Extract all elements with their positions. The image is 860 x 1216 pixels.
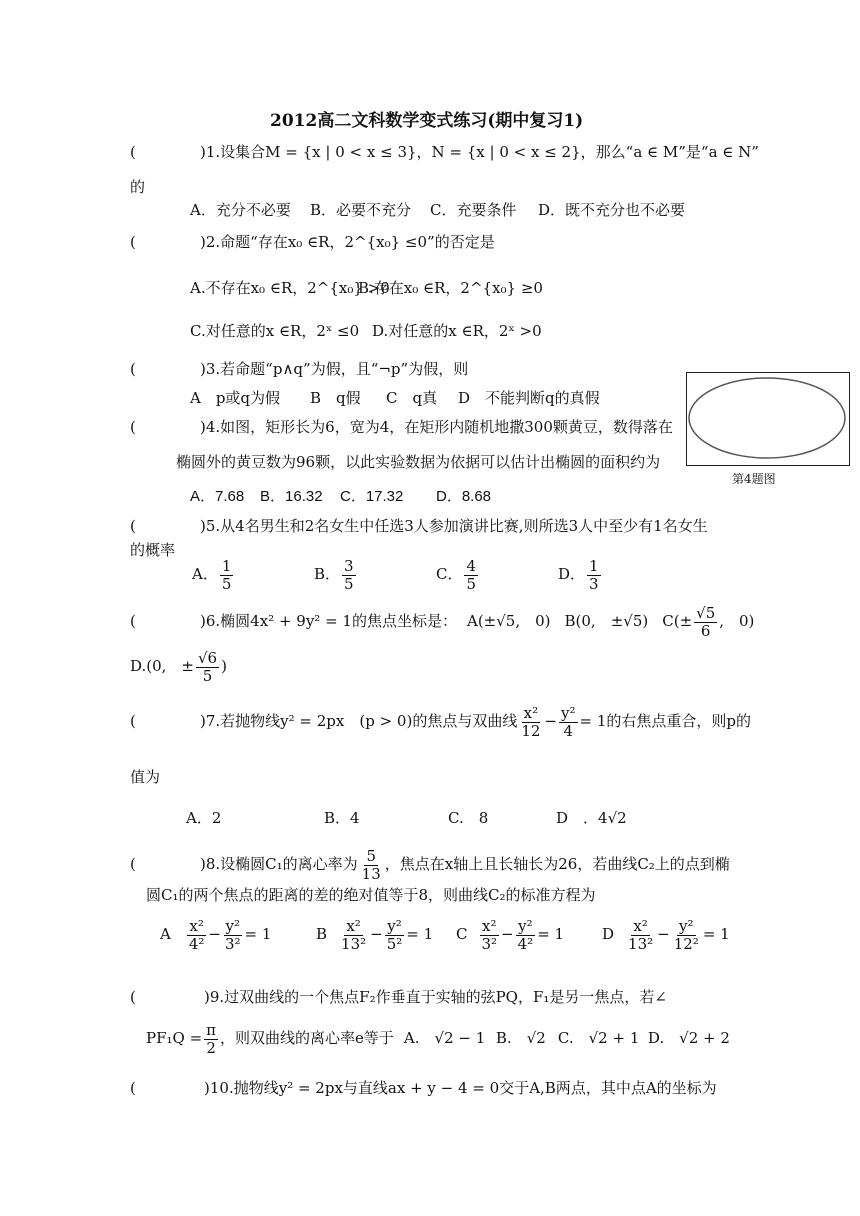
fraction [479, 918, 499, 952]
question-9 [130, 986, 667, 1007]
q8-option-c[interactable]: C $\frac{\text{x²}}{\text{3²}}$ − $\frac{\text{y²}}{\text{4²}}$ = 1 [456, 917, 565, 953]
q8-stem-end: ，焦点在x轴上且长轴长为26，若曲线C₂上的点到椭 [384, 855, 730, 873]
q1-options [190, 199, 685, 220]
q10-stem: 10.抛物线y² = 2px与直线ax + y − 4 = 0交于A,B两点，其中点A的坐标为 [209, 1079, 717, 1097]
fraction [559, 705, 578, 739]
paren-close: ) [204, 988, 210, 1006]
q5-option-d[interactable] [558, 558, 603, 592]
q5-option-b[interactable] [314, 558, 436, 592]
denominator: 2 [206, 1038, 216, 1057]
q2-options-ab [190, 277, 543, 298]
numerator: x² [523, 704, 539, 722]
denominator: 4² [188, 934, 205, 953]
denominator: 5 [466, 574, 477, 593]
question-10 [130, 1077, 717, 1098]
option-text: D.(0, ± [130, 657, 194, 675]
numerator: x² [346, 917, 361, 935]
option-label: D． [558, 565, 586, 583]
q8-option-a[interactable]: A $\frac{\text{x²}}{\text{4²}}$ − $\frac{\text{y²}}{\text{3²}}$ = 1 [160, 917, 272, 953]
q5-stem: 5.从4名男生和2名女生中任选3人参加演讲比赛,则所选3人中至少有1名女生 [205, 517, 708, 535]
numerator: √6 [198, 649, 218, 667]
q9-angle: PF₁Q = [146, 1029, 203, 1047]
q5-option-a[interactable] [192, 558, 314, 592]
paren-close: ) [200, 143, 206, 161]
q2-option-b[interactable]: B.存在x₀ ∈R，2^{x₀} ≥0 [358, 279, 543, 297]
q7-option-a[interactable]: A．2 [186, 809, 222, 827]
denominator: 12² [673, 934, 699, 953]
denominator: 3 [589, 574, 599, 593]
denominator: 4² [517, 934, 534, 953]
denominator: 4 [563, 721, 574, 740]
paren-close: ) [200, 612, 206, 630]
equals-one: = 1 [702, 925, 730, 943]
question-4 [130, 416, 673, 437]
ellipse-icon [687, 373, 848, 464]
numerator: x² [482, 917, 497, 935]
option-label: D [602, 925, 615, 943]
answer-paren[interactable]: ( [130, 418, 136, 436]
q8-option-d[interactable]: D $\frac{\text{x²}}{\text{13²}}$ − $\frac{\text{y²}}{\text{12²}}$ = 1 [602, 917, 730, 953]
paren-close: ) [200, 855, 206, 873]
q1-option-a[interactable]: A．充分不必要 [190, 201, 291, 219]
q9-line2 [146, 1022, 730, 1056]
numerator: y² [561, 704, 576, 722]
q9-stem-end: ，则双曲线的离心率e等于 [220, 1029, 394, 1047]
numerator: x² [189, 917, 204, 935]
equals-one: = 1 [537, 925, 565, 943]
q4-stem-cont: 椭圆外的黄豆数为96颗，以此实验数据为依据可以估计出椭圆的面积约为 [176, 453, 661, 471]
q3-option-a[interactable]: A p或q为假 [190, 389, 281, 407]
numerator: 5 [366, 847, 376, 865]
q5-options [192, 558, 603, 592]
denominator: 3² [481, 934, 498, 953]
option-label: C． [436, 565, 463, 583]
page-title: 2012高二文科数学变式练习(期中复习1) [270, 111, 584, 131]
q3-option-c[interactable]: C q真 [386, 389, 438, 407]
numerator: y² [679, 917, 694, 935]
question-3 [130, 358, 468, 379]
numerator: x² [633, 917, 648, 935]
q2-option-d[interactable]: D.对任意的x ∈R，2ˣ >0 [372, 322, 542, 340]
numerator: 4 [466, 557, 477, 575]
question-7 [130, 705, 751, 739]
denominator: 3² [224, 934, 241, 953]
q8-option-b[interactable]: B $\frac{\text{x²}}{\text{13²}}$ − $\frac{\text{y²}}{\text{5²}}$ = 1 [316, 917, 434, 953]
q7-options [186, 807, 627, 828]
q6-option-a[interactable]: A(±√5, 0) [466, 612, 551, 630]
denominator: 5 [202, 666, 213, 685]
q7-stem: 7.若抛物线y² = 2px (p > 0)的焦点与双曲线 [205, 712, 518, 730]
numerator: √5 [696, 604, 716, 622]
denominator: 13² [341, 934, 367, 953]
question-1 [130, 141, 759, 162]
q6-option-b[interactable]: B(0, ±√5) [564, 612, 649, 630]
paren-close: ) [200, 233, 206, 251]
option-label: B． [314, 565, 341, 583]
q1-option-d[interactable]: D．既不充分也不必要 [538, 201, 686, 219]
answer-paren[interactable]: ( [130, 517, 136, 535]
numerator: 3 [344, 557, 354, 575]
option-label: A． [192, 565, 218, 583]
fraction [196, 650, 219, 684]
option-label: B [316, 925, 328, 943]
q6-option-d[interactable] [130, 650, 227, 684]
q9-option-b[interactable]: B. √2 [495, 1029, 546, 1047]
q7-stem-cont: 值为 [130, 768, 161, 786]
q7-option-b[interactable]: B．4 [324, 809, 360, 827]
minus-sign: − [544, 712, 557, 730]
denominator: 6 [700, 621, 711, 640]
fraction [516, 918, 536, 952]
fraction [694, 605, 717, 639]
q4-option-c[interactable]: C．17.32 [340, 488, 404, 505]
fraction [220, 558, 234, 592]
fraction [204, 1022, 218, 1056]
denominator: 12 [521, 721, 541, 740]
q1-option-b[interactable]: B．必要不充分 [310, 201, 412, 219]
q4-options [190, 485, 491, 506]
q3-option-d[interactable]: D 不能判断q的真假 [458, 389, 600, 407]
q4-option-b[interactable]: B．16.32 [260, 488, 323, 505]
q7-stem-end: = 1的右焦点重合，则p的 [579, 712, 751, 730]
answer-paren[interactable]: ( [130, 612, 136, 630]
answer-paren[interactable]: ( [130, 855, 136, 873]
q6-stem: 6.椭圆4x² + 9y² = 1的焦点坐标是： [205, 612, 457, 630]
q7-option-c[interactable]: C. 8 [448, 809, 489, 827]
q2-option-c[interactable]: C.对任意的x ∈R，2ˣ ≤0 [190, 322, 360, 340]
fraction [626, 918, 655, 952]
fraction [187, 918, 207, 952]
paren-close: ) [200, 712, 206, 730]
question-6 [130, 605, 754, 639]
q1-option-c[interactable]: C．充要条件 [430, 201, 517, 219]
q9-option-d[interactable]: D. √2 + 2 [647, 1029, 730, 1047]
figure-caption: 第4题图 [732, 472, 776, 486]
q5-option-c[interactable] [436, 558, 558, 592]
answer-paren[interactable]: ( [130, 143, 136, 161]
denominator: 13² [628, 934, 654, 953]
q3-options [190, 387, 600, 408]
paren-close: ) [200, 360, 206, 378]
numerator: y² [387, 917, 402, 935]
q1-stem: 1.设集合M = {x | 0 < x ≤ 3}，N = {x | 0 < x ≤ 2}，那么“a ∈ M”是“a ∈ N” [205, 143, 759, 161]
q6-option-c[interactable] [662, 605, 754, 639]
numerator: y² [225, 917, 241, 935]
denominator: 5² [386, 934, 403, 953]
numerator: π [206, 1021, 217, 1039]
q4-option-a[interactable]: A．7.68 [190, 488, 245, 505]
option-label: A [160, 925, 171, 943]
numerator: 1 [221, 557, 232, 575]
numerator: 1 [589, 557, 599, 575]
equals-one: = 1 [244, 925, 272, 943]
answer-paren[interactable]: ( [130, 1079, 136, 1097]
q5-stem-cont: 的概率 [130, 541, 176, 559]
fraction [519, 705, 542, 739]
question-2 [130, 231, 495, 252]
numerator: y² [518, 917, 533, 935]
denominator: 13 [361, 864, 381, 883]
q8-options [160, 918, 730, 952]
equals-one: = 1 [406, 925, 434, 943]
fraction [342, 558, 356, 592]
fraction [339, 918, 368, 952]
q4-option-d[interactable]: D．8.68 [436, 488, 492, 505]
q3-option-b[interactable]: B q假 [310, 389, 361, 407]
q2-options-cd [190, 320, 542, 341]
option-text: ) [221, 657, 227, 675]
answer-paren[interactable]: ( [130, 988, 136, 1006]
fraction [464, 558, 478, 592]
fraction [385, 918, 405, 952]
answer-paren[interactable]: ( [130, 360, 136, 378]
denominator: 5 [221, 574, 232, 593]
rectangle-figure [686, 372, 850, 466]
fraction [223, 918, 243, 952]
fraction [587, 558, 601, 592]
q9-stem: 9.过双曲线的一个焦点F₂作垂直于实轴的弦PQ，F₁是另一焦点，若∠ [209, 988, 667, 1006]
q7-option-d[interactable]: D ．4√2 [556, 809, 627, 827]
question-5 [130, 515, 708, 536]
paren-close: ) [200, 517, 206, 535]
paren-close: ) [200, 418, 206, 436]
q3-stem: 3.若命题“p∧q”为假，且“¬p”为假，则 [205, 360, 469, 378]
q9-option-a[interactable]: A. √2 − 1 [403, 1029, 486, 1047]
option-text: C(± [662, 612, 693, 630]
q9-option-c[interactable]: C. √2 + 1 [557, 1029, 640, 1047]
option-label: C [456, 925, 468, 943]
q2-stem: 2.命题“存在x₀ ∈R，2^{x₀} ≤0”的否定是 [205, 233, 495, 251]
answer-paren[interactable]: ( [130, 712, 136, 730]
fraction [360, 848, 383, 882]
fraction [672, 918, 701, 952]
q1-stem-cont: 的 [130, 178, 146, 196]
q2-option-a[interactable]: A.不存在x₀ ∈R，2^{x₀} >0 [190, 279, 390, 297]
answer-paren[interactable]: ( [130, 233, 136, 251]
paren-close: ) [204, 1079, 210, 1097]
denominator: 5 [344, 574, 354, 593]
question-8 [130, 848, 730, 882]
q8-stem: 8.设椭圆C₁的离心率为 [205, 855, 358, 873]
q4-stem: 4.如图，矩形长为6，宽为4，在矩形内随机地撒300颗黄豆，数得落在 [205, 418, 673, 436]
q8-stem-cont: 圆C₁的两个焦点的距离的差的绝对值等于8，则曲线C₂的标准方程为 [146, 886, 596, 904]
option-text: , 0) [719, 612, 755, 630]
